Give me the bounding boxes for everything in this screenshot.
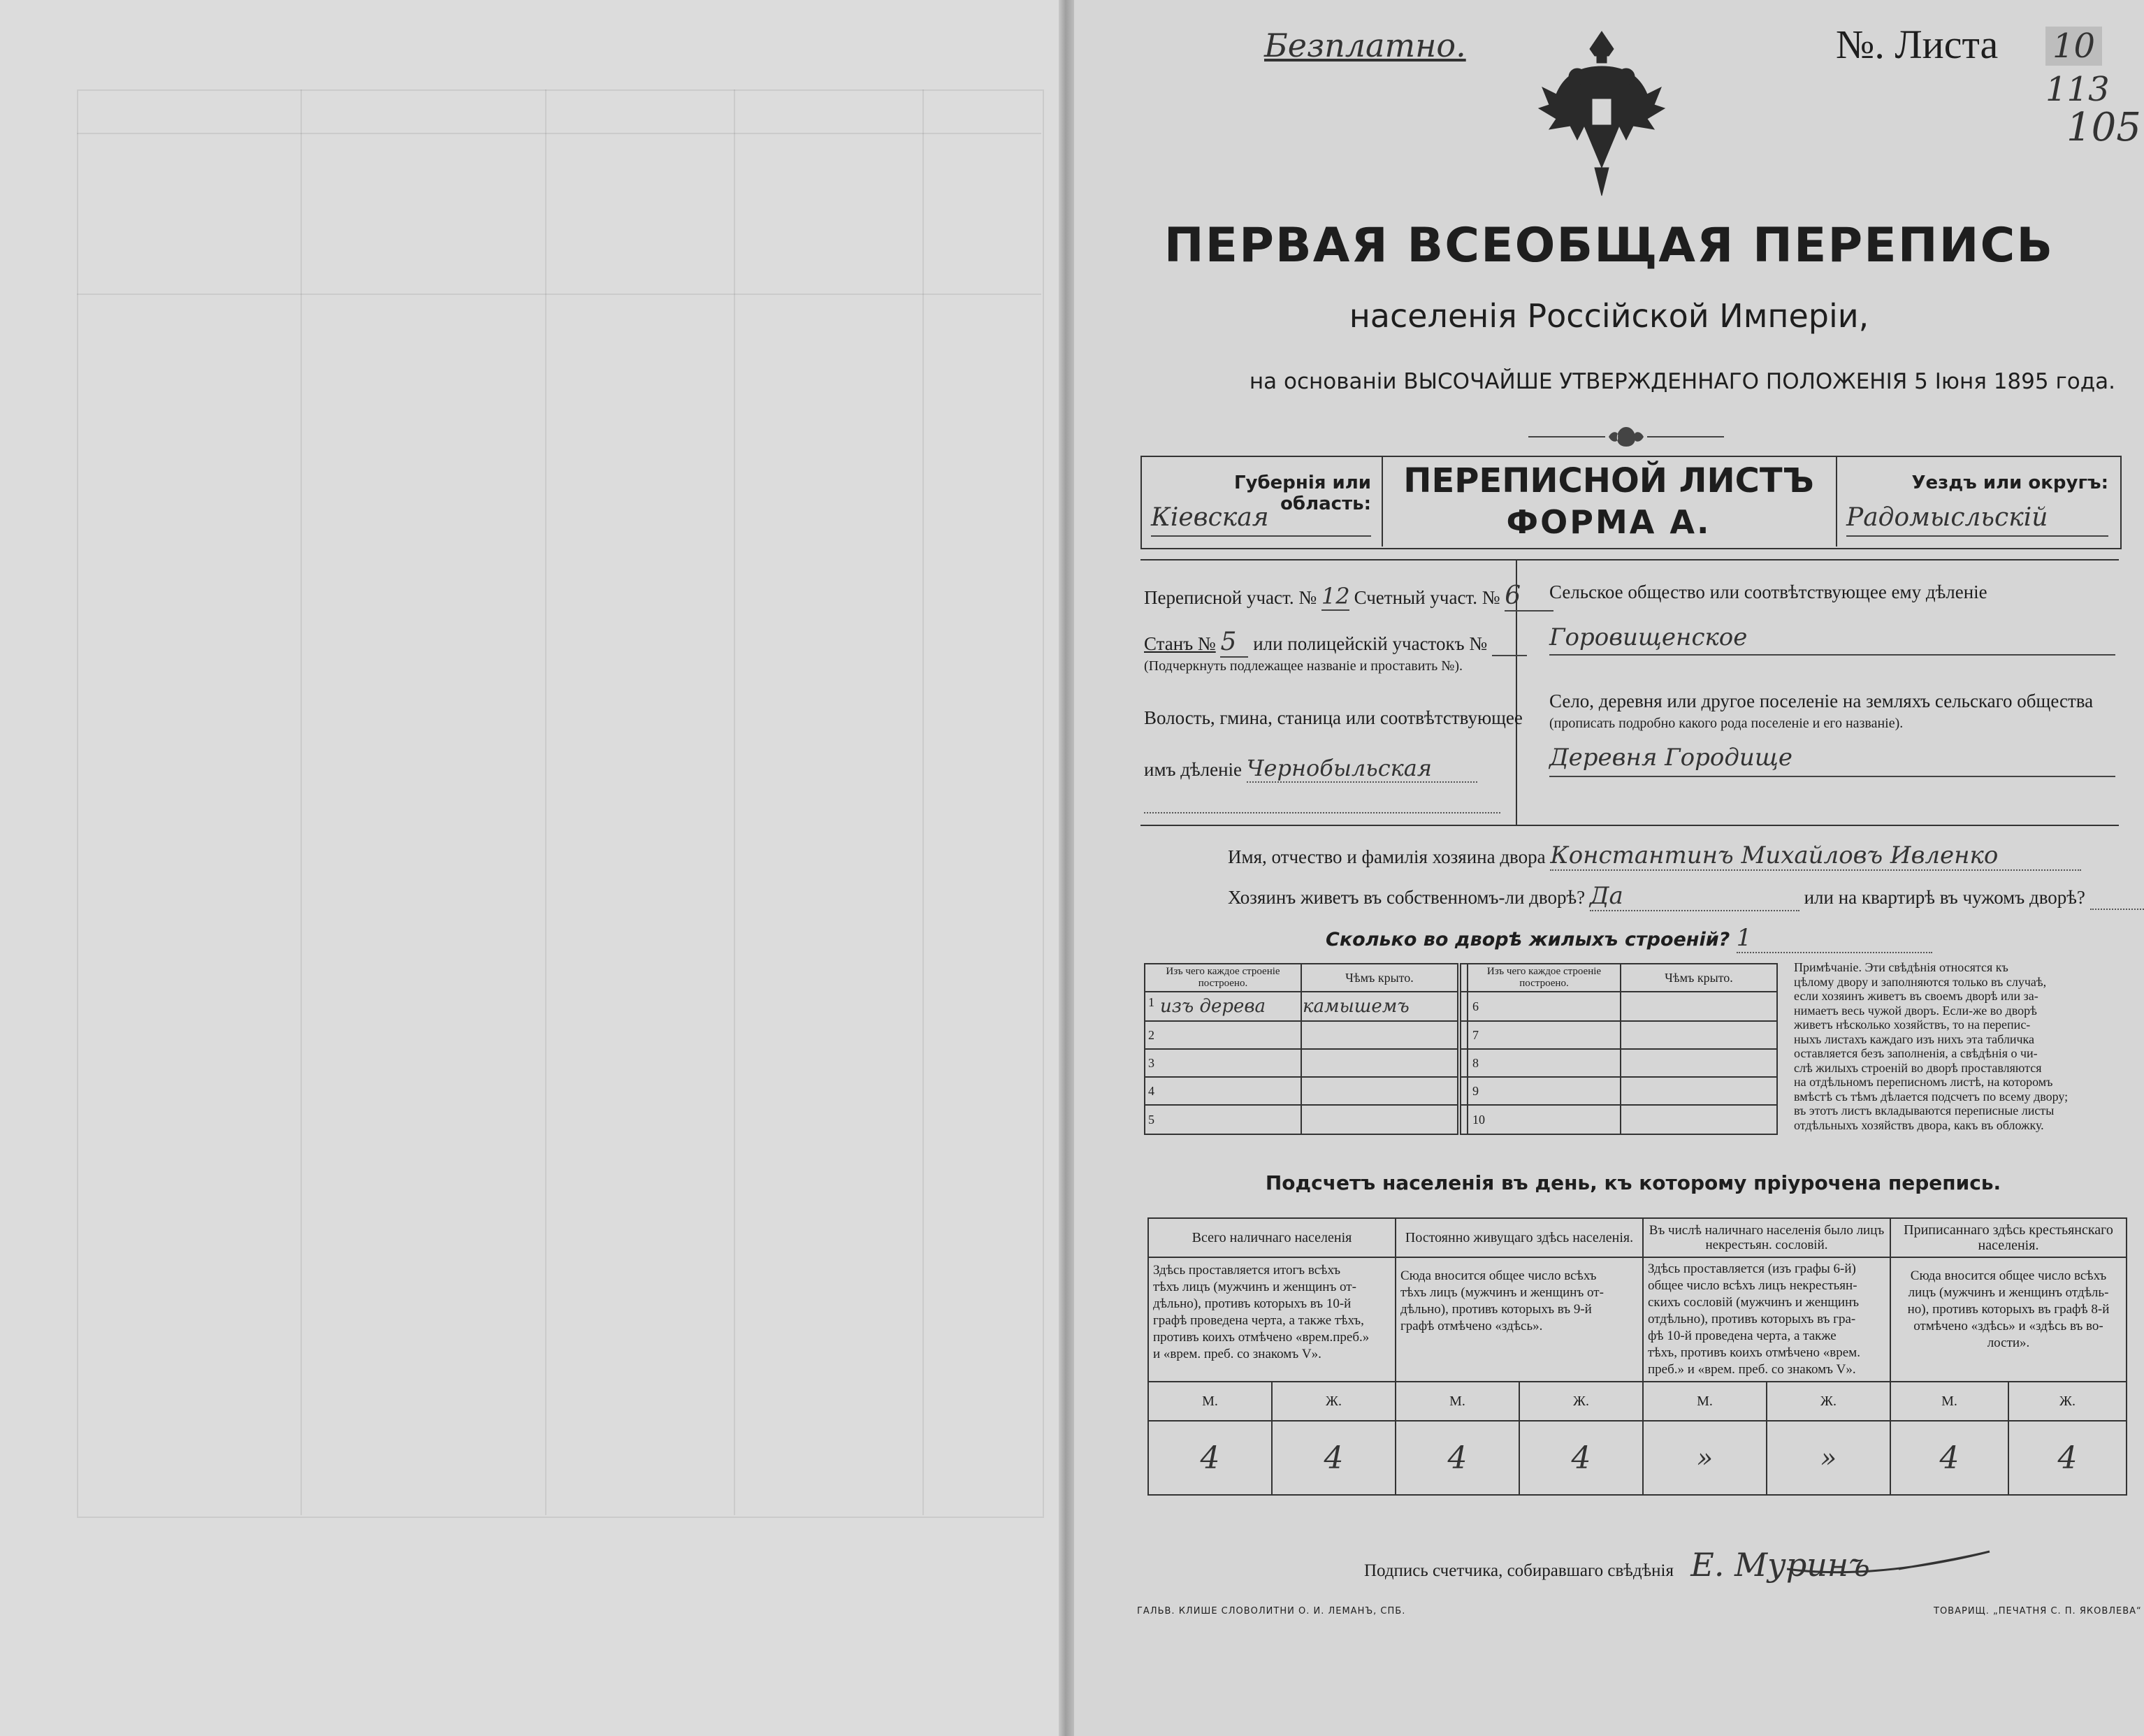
m-label: М.	[1890, 1382, 2008, 1421]
left-page-back	[0, 0, 1066, 1736]
society-value: Горовищенское	[1549, 623, 2115, 656]
row-number: 8	[1468, 1049, 1621, 1077]
desc-non-peasant: Здѣсь проставляется (изъ графы 6-й) общее число всѣхъ лицъ некрестьян- скихъ сословій (мужчинъ и женщинъ отдѣльно), противъ которыхъ въ гра- фѣ 10-й проведена черта, а также тѣхъ, противъ коихъ отмѣчено «врем. преб.» и «врем. преб. со знакомъ V».	[1643, 1257, 1890, 1382]
col-header-registered: Приписаннаго здѣсь крестьянскаго населенія.	[1890, 1218, 2127, 1257]
owner-top-rule	[1140, 825, 2119, 826]
col-roof-header: Чѣмъ крыто.	[1301, 964, 1459, 992]
imprint-left: ГАЛЬВ. КЛИШЕ СЛОВОЛИТНИ О. И. ЛЕМАНЪ, СПБ.	[1137, 1606, 1406, 1616]
basis-line: на основаніи ВЫСОЧАЙШЕ УТВЕРЖДЕННАГО ПОЛОЖЕНІЯ 5 Іюня 1895 года.	[1249, 369, 2115, 394]
count-district-label: Счетный участ. №	[1354, 587, 1500, 608]
underline-note: (Подчеркнуть подлежащее названіе и проставить №).	[1144, 658, 1463, 674]
own-yard-row	[1228, 882, 2144, 911]
rent-label: или на квартирѣ въ чужомъ дворѣ?	[1804, 887, 2085, 908]
police-value	[1492, 633, 1527, 656]
form-subtitle: ФОРМА А.	[1506, 503, 1711, 541]
sheet-label: №. Листа	[1836, 22, 1999, 67]
ghost-col-divider	[545, 89, 546, 1515]
registered-m-value: 4	[1890, 1421, 2008, 1495]
imprint-right: ТОВАРИЩ. „ПЕЧАТНЯ С. П. ЯКОВЛЕВА“	[1934, 1606, 2142, 1616]
col-roof-header-2: Чѣмъ крыто.	[1621, 964, 1777, 992]
table-row: 1 изъ дерева камышемъ 6	[1145, 992, 1777, 1021]
table-row	[1145, 1049, 1777, 1077]
signature-value: Е. Муринъ	[1690, 1546, 1870, 1584]
page-title: ПЕРВАЯ ВСЕОБЩАЯ ПЕРЕПИСЬ	[1164, 218, 2055, 273]
col-header-non-peasant: Въ числѣ наличнаго населенія было лицъ некрестьян. сословій.	[1643, 1218, 1890, 1257]
ornament-divider-icon	[1528, 423, 1724, 451]
table-row	[1145, 1077, 1777, 1105]
f-label: Ж.	[1767, 1382, 1890, 1421]
ghost-row-divider	[77, 294, 1041, 295]
census-district-label: Переписной участ. №	[1144, 587, 1317, 608]
row-number: 10	[1468, 1105, 1621, 1134]
owner-row	[1228, 841, 2081, 871]
row-number: 2	[1145, 1021, 1301, 1049]
col-material-header-2: Изъ чего каждое строеніе построено.	[1468, 964, 1621, 992]
owner-label: Имя, отчество и фамилія хозяина двора	[1228, 846, 1546, 867]
col-material-header: Изъ чего каждое строеніе построено.	[1145, 964, 1301, 992]
col-header-permanent: Постоянно живущаго здѣсь населенія.	[1396, 1218, 1643, 1257]
material-cell: изъ дерева	[1160, 996, 1266, 1017]
signature-label: Подпись счетчика, собиравшаго свѣдѣнія	[1364, 1561, 1674, 1580]
ghost-row-divider	[77, 133, 1041, 134]
double-headed-eagle-icon	[1535, 28, 1668, 203]
permanent-f-value: 4	[1519, 1421, 1643, 1495]
stan-label: Станъ №	[1144, 633, 1216, 654]
form-title: ПЕРЕПИСНОЙ ЛИСТЪ	[1403, 461, 1814, 500]
own-yard-label: Хозяинъ живетъ въ собственномъ-ли дворѣ?	[1228, 887, 1586, 908]
buildings-label: Сколько во дворѣ жилыхъ строеній?	[1326, 929, 1730, 950]
census-form-page	[1074, 0, 2144, 1736]
buildings-value: 1	[1737, 924, 1932, 953]
buildings-row	[1326, 924, 1932, 953]
m-label: М.	[1148, 1382, 1272, 1421]
census-district-row	[1144, 581, 1553, 612]
f-label: Ж.	[1272, 1382, 1396, 1421]
m-label: М.	[1396, 1382, 1519, 1421]
total-m-value: 4	[1148, 1421, 1272, 1495]
registered-f-value: 4	[2008, 1421, 2127, 1495]
volost-value: Чернобыльская	[1247, 755, 1477, 783]
book-spine	[1059, 0, 1074, 1736]
signature-flourish-icon	[1780, 1538, 2004, 1579]
desc-total: Здѣсь проставляется итогъ всѣхъ тѣхъ лицъ (мужчинъ и женщинъ от- дѣльно), противъ которыхъ въ 10-й графѣ проведена черта, а также тѣхъ, противъ коихъ отмѣчено «врем.преб.» и «врем. преб. со знакомъ V».	[1148, 1257, 1396, 1382]
village-label: Село, деревня или другое поселеніе на земляхъ сельскаго общества	[1549, 690, 2094, 711]
ghost-col-divider	[734, 89, 735, 1515]
sheet-number: 10	[2045, 27, 2102, 66]
roof-cell: камышемъ	[1301, 992, 1459, 1021]
village-value: Деревня Городище	[1549, 744, 2115, 777]
form-header-divider	[1836, 456, 1837, 547]
m-label: М.	[1643, 1382, 1767, 1421]
summary-title: Подсчетъ населенія въ день, къ которому пріурочена перепись.	[1265, 1171, 2001, 1194]
gubernia-value: Кіевская	[1151, 503, 1371, 537]
ghost-table	[77, 89, 1044, 1518]
volost-label: Волость, гмина, станица или соотвѣтствующее	[1144, 707, 1523, 728]
census-district-value: 12	[1321, 583, 1350, 609]
stan-row	[1144, 628, 1527, 658]
col-header-total: Всего наличнаго населенія	[1148, 1218, 1396, 1257]
note-block: Примѣчаніе. Эти свѣдѣнія относятся къ цѣлому двору и заполняются только въ случаѣ, если хозяинъ живетъ въ своемъ дворѣ или за- нимаетъ весь чужой дворъ. Если-же во дворѣ живетъ нѣсколько хозяйствъ, то на перепис- ныхъ листахъ каждаго изъ нихъ эта табличка оставляется безъ заполненія, а свѣдѣнія о чи- слѣ жилыхъ строеній во дворѣ проставляются на отдѣльномъ переписномъ листѣ, на которомъ вмѣстѣ съ тѣмъ дѣлается подсчетъ по всему двору; въ этотъ листъ вкладываются переписные листы отдѣльныхъ хозяйствъ двора, какъ въ обложку.	[1794, 960, 2069, 1132]
uezd-value: Радомысльскій	[1846, 503, 2108, 537]
table-row	[1145, 1105, 1777, 1134]
volost-extra-line	[1144, 811, 1500, 813]
row-number: 7	[1468, 1021, 1621, 1049]
desc-permanent: Сюда вносится общее число всѣхъ тѣхъ лицъ (мужчинъ и женщинъ от- дѣльно), противъ которыхъ въ 9-й графѣ отмѣчено «здѣсь».	[1396, 1257, 1643, 1382]
f-label: Ж.	[2008, 1382, 2127, 1421]
desc-registered: Сюда вносится общее число всѣхъ лицъ (мужчинъ и женщинъ отдѣль- но), противъ которыхъ въ графѣ 8-й отмѣчено «здѣсь» и «здѣсь въ во- лости».	[1890, 1257, 2127, 1382]
permanent-m-value: 4	[1396, 1421, 1519, 1495]
row-number: 4	[1145, 1077, 1301, 1105]
archive-number-1: 113	[2045, 70, 2110, 109]
volost-label-2: имъ дѣленіе	[1144, 759, 1243, 780]
society-label: Сельское общество или соотвѣтствующее ему дѣленіе	[1549, 581, 1987, 602]
own-yard-value: Да	[1590, 882, 1799, 911]
row-number: 9	[1468, 1077, 1621, 1105]
non-peasant-m-value: »	[1643, 1421, 1767, 1495]
uezd-label: Уездъ или округъ:	[1911, 472, 2108, 493]
row-number: 5	[1145, 1105, 1301, 1134]
ghost-col-divider	[922, 89, 924, 1515]
total-f-value: 4	[1272, 1421, 1396, 1495]
f-label: Ж.	[1519, 1382, 1643, 1421]
buildings-table	[1144, 963, 1778, 1135]
police-label: или полицейскій участокъ №	[1253, 633, 1488, 654]
owner-value: Константинъ Михайловъ Ивленко	[1550, 841, 2081, 871]
village-note: (прописать подробно какого рода поселеніе и его названіе).	[1549, 716, 1904, 731]
stan-value: 5	[1220, 628, 1248, 658]
free-label: Безплатно.	[1264, 27, 1466, 64]
table-row	[1145, 1021, 1777, 1049]
page-subtitle: населенія Россійской Имперіи,	[1349, 297, 1869, 335]
non-peasant-f-value: »	[1767, 1421, 1890, 1495]
ghost-col-divider	[300, 89, 302, 1515]
row-number: 3	[1145, 1049, 1301, 1077]
summary-table	[1147, 1217, 2127, 1496]
row-number: 6	[1468, 992, 1621, 1021]
rent-value	[2090, 887, 2144, 910]
gubernia-label: Губернія или область:	[1233, 472, 1371, 514]
count-district-value: 6	[1505, 581, 1553, 612]
archive-number-2: 105	[2066, 105, 2141, 150]
volost-row	[1144, 755, 1477, 783]
